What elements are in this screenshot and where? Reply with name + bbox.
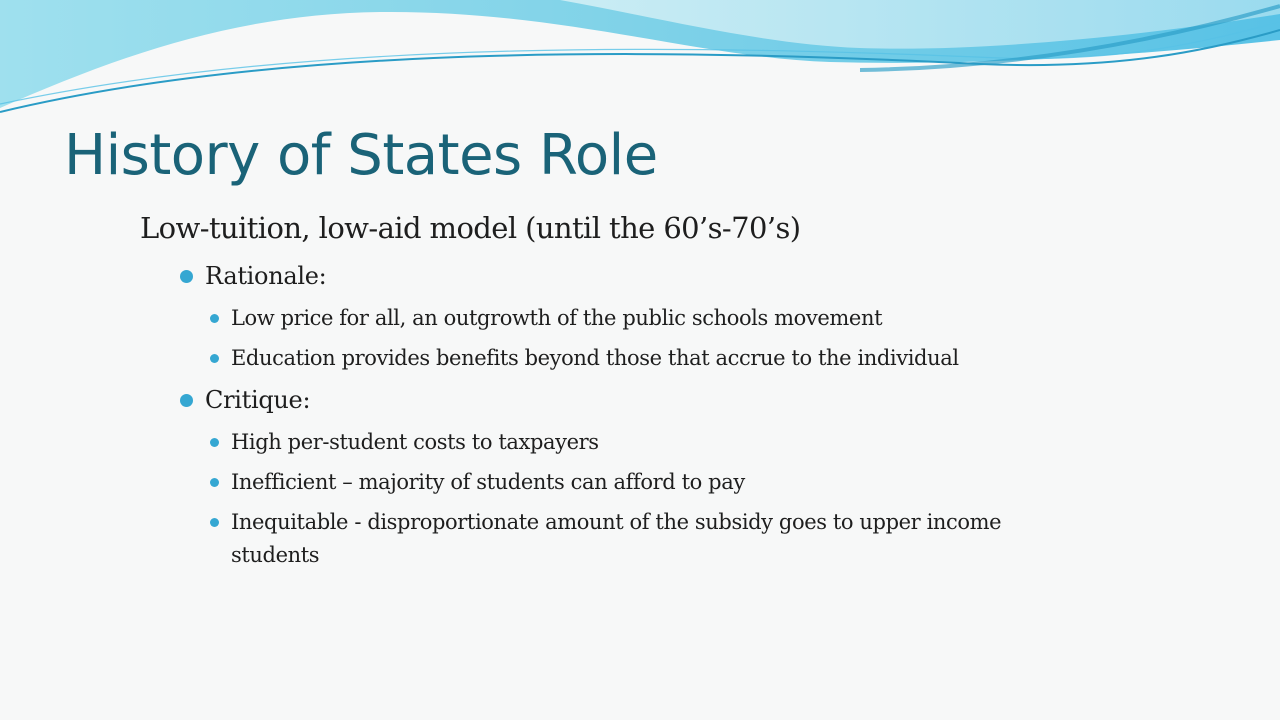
list-item [210, 302, 1080, 335]
bullet-dot-icon [210, 518, 219, 527]
bullet-list [210, 302, 1080, 375]
bullet-dot-icon [180, 270, 193, 283]
slide-title: History of States Role [64, 123, 658, 188]
list-item [210, 426, 1080, 459]
section-heading [180, 259, 1080, 293]
list-item-text: Education provides benefits beyond those that accrue to the individual [231, 346, 959, 370]
section-heading-label: Critique: [205, 386, 311, 414]
section-heading [180, 383, 1080, 417]
bullet-dot-icon [210, 314, 219, 323]
section-heading-label: Rationale: [205, 262, 327, 290]
bullet-dot-icon [210, 354, 219, 363]
list-item [210, 342, 1080, 375]
bullet-dot-icon [210, 478, 219, 487]
section-rationale [180, 259, 1080, 375]
lead-text: Low-tuition, low-aid model (until the 60’s-70’s) [140, 211, 801, 245]
list-item-text: Low price for all, an outgrowth of the public schools movement [231, 306, 883, 330]
slide-body [140, 206, 1080, 580]
bullet-list [210, 426, 1080, 572]
bullet-dot-icon [210, 438, 219, 447]
header-wave-decoration [0, 0, 1280, 120]
list-item [210, 506, 1080, 572]
list-item-text: High per-student costs to taxpayers [231, 430, 599, 454]
list-item [210, 466, 1080, 499]
list-item-text: Inefficient – majority of students can afford to pay [231, 470, 745, 494]
section-critique [180, 383, 1080, 572]
bullet-dot-icon [180, 394, 193, 407]
list-item-text: Inequitable - disproportionate amount of the subsidy goes to upper income students [231, 510, 1002, 567]
